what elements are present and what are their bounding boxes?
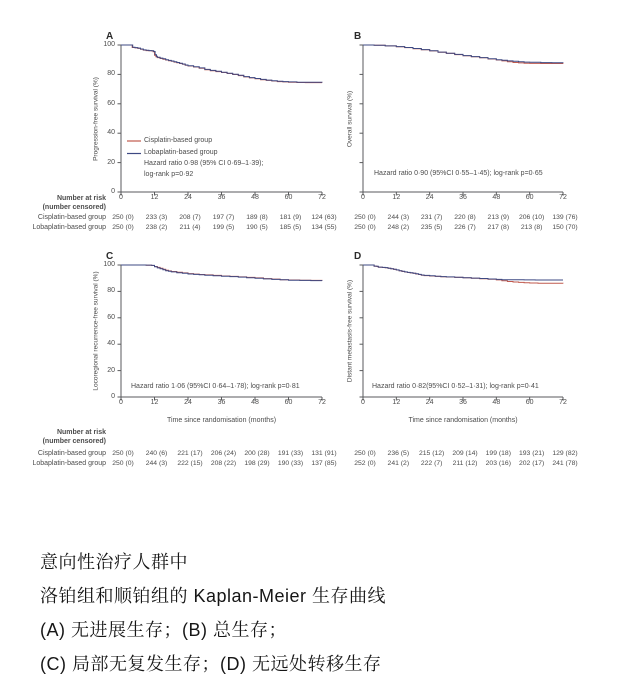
x-tick-label: 72: [559, 194, 567, 201]
y-tick-label: 60: [107, 313, 115, 321]
risk-value: 190 (33): [277, 459, 304, 467]
x-tick-label: 12: [150, 399, 159, 406]
risk-group-label: Cisplatin-based group: [37, 449, 106, 457]
risk-value: 185 (5): [279, 223, 302, 231]
x-tick-label: 72: [318, 399, 326, 406]
km-curve-D-lobaplatin: [363, 265, 563, 280]
risk-value: 206 (10): [518, 213, 545, 221]
x-tick-label: 36: [217, 194, 226, 201]
risk-value: 181 (9): [279, 213, 302, 221]
risk-value: 222 (15): [177, 459, 203, 467]
risk-value: 211 (4): [179, 223, 201, 231]
y-axis-label-B: Overall survival (%): [346, 90, 354, 147]
risk-value: 191 (33): [277, 449, 304, 457]
x-tick-label: 60: [284, 194, 293, 201]
risk-value: 139 (76): [552, 213, 578, 221]
x-tick-label: 0: [119, 399, 123, 406]
y-tick-label: 60: [107, 99, 115, 107]
risk-value: 198 (29): [244, 459, 270, 467]
risk-value: 213 (9): [487, 213, 510, 221]
km-curve-A-lobaplatin: [121, 45, 322, 83]
risk-value: 240 (6): [145, 449, 168, 457]
risk-table-subheader: (number censored): [42, 438, 106, 445]
risk-value: 206 (24): [210, 449, 237, 457]
axis-D: [363, 265, 563, 397]
hazard-ratio-annotation-D: Hazard ratio 0·82(95%CI 0·52–1·31); log-rank p=0·41: [372, 382, 539, 390]
risk-table-subheader: (number censored): [42, 204, 106, 211]
x-tick-label: 24: [184, 399, 192, 406]
risk-value: 221 (17): [177, 449, 203, 457]
x-tick-label: 12: [392, 399, 401, 406]
x-tick-label: 48: [492, 399, 501, 406]
panel-label-A: A: [106, 31, 114, 42]
caption-line-4: (C) 局部无复发生存；(D) 无远处转移生存: [40, 654, 382, 674]
x-tick-label: 12: [150, 194, 159, 201]
y-tick-label: 0: [111, 393, 115, 400]
risk-value: 134 (55): [311, 223, 337, 231]
risk-value: 238 (2): [145, 223, 168, 231]
legend-label-lobaplatin: Lobaplatin-based group: [144, 149, 218, 156]
km-curve-C-lobaplatin: [121, 265, 322, 281]
risk-value: 213 (8): [520, 223, 543, 231]
risk-value: 226 (7): [454, 223, 476, 231]
x-tick-label: 0: [361, 399, 365, 406]
risk-value: 222 (7): [420, 459, 443, 467]
y-axis-label-A: Progression-free survival (%): [92, 76, 100, 161]
risk-table-header: Number at risk: [56, 195, 106, 202]
risk-value: 137 (85): [311, 459, 337, 467]
x-axis-label-D: Time since randomisation (months): [408, 417, 518, 424]
x-tick-label: 48: [251, 194, 259, 201]
risk-value: 248 (2): [387, 223, 410, 231]
y-tick-label: 100: [103, 41, 115, 48]
y-tick-label: 100: [103, 261, 115, 268]
km-curve-D-cisplatin: [363, 265, 563, 284]
risk-value: 250 (0): [112, 459, 134, 467]
y-tick-label: 80: [107, 287, 115, 295]
x-tick-label: 48: [251, 399, 259, 406]
risk-value: 244 (3): [387, 213, 410, 221]
x-tick-label: 72: [559, 399, 567, 406]
hazard-ratio-annotation-A: Hazard ratio 0·98 (95% CI 0·69–1·39);: [144, 159, 264, 167]
x-tick-label: 0: [119, 194, 123, 201]
hazard-ratio-annotation-C: Hazard ratio 1·06 (95%CI 0·64–1·78); log-rank p=0·81: [131, 382, 300, 390]
risk-value: 208 (7): [179, 213, 201, 221]
panel-label-B: B: [354, 31, 362, 42]
y-axis-label-D: Distant metastasis-free survival (%): [346, 279, 354, 383]
risk-value: 150 (70): [552, 223, 578, 231]
hazard-ratio-annotation-B: Hazard ratio 0·90 (95%CI 0·55–1·45); log-rank p=0·65: [374, 169, 543, 177]
y-tick-label: 40: [107, 129, 115, 137]
risk-value: 202 (17): [518, 459, 545, 467]
x-axis-label-C: Time since randomisation (months): [166, 417, 277, 424]
y-tick-label: 20: [107, 158, 115, 166]
risk-value: 199 (18): [485, 449, 511, 457]
risk-value: 200 (28): [244, 449, 270, 457]
caption-line-1: 意向性治疗人群中: [40, 552, 188, 572]
risk-value: 131 (91): [311, 449, 337, 457]
risk-value: 252 (0): [354, 459, 376, 467]
x-tick-label: 36: [217, 399, 226, 406]
risk-value: 250 (0): [354, 223, 376, 231]
risk-value: 197 (7): [212, 213, 235, 221]
risk-group-label: Cisplatin-based group: [37, 213, 106, 221]
km-curve-B-lobaplatin: [363, 45, 563, 63]
hazard-ratio-annotation-A: log-rank p=0·92: [144, 171, 194, 178]
caption-line-3: (A) 无进展生存；(B) 总生存；: [40, 620, 287, 640]
risk-value: 250 (0): [354, 213, 376, 221]
risk-table-header: Number at risk: [56, 429, 106, 436]
x-tick-label: 36: [459, 194, 467, 201]
x-tick-label: 24: [184, 194, 192, 201]
risk-value: 235 (5): [420, 223, 443, 231]
x-tick-label: 0: [361, 194, 365, 201]
risk-value: 124 (63): [311, 213, 337, 221]
risk-value: 231 (7): [420, 213, 443, 221]
km-curve-C-cisplatin: [121, 265, 322, 281]
y-axis-label-C: Locoregional recurrence-free survival (%): [92, 271, 100, 391]
risk-value: 220 (8): [454, 213, 476, 221]
risk-group-label: Lobaplatin-based group: [32, 459, 106, 467]
risk-value: 203 (16): [485, 459, 511, 467]
y-tick-label: 40: [107, 340, 115, 348]
panel-label-C: C: [106, 251, 114, 262]
axis-A: [121, 45, 322, 192]
risk-value: 241 (78): [552, 459, 578, 467]
risk-value: 193 (21): [518, 449, 545, 457]
figure-caption: [40, 545, 386, 681]
risk-value: 250 (0): [112, 223, 134, 231]
risk-value: 209 (14): [452, 449, 478, 457]
y-tick-label: 20: [107, 366, 115, 374]
risk-value: 250 (0): [112, 449, 134, 457]
risk-group-label: Lobaplatin-based group: [32, 223, 106, 231]
y-tick-label: 0: [111, 188, 115, 195]
risk-value: 211 (12): [452, 459, 478, 467]
panel-label-D: D: [354, 251, 362, 262]
x-tick-label: 72: [318, 194, 326, 201]
risk-value: 250 (0): [354, 449, 376, 457]
risk-value: 189 (8): [246, 213, 268, 221]
risk-value: 215 (12): [418, 449, 445, 457]
x-tick-label: 60: [284, 399, 293, 406]
risk-value: 233 (3): [145, 213, 168, 221]
x-tick-label: 48: [492, 194, 501, 201]
risk-value: 250 (0): [112, 213, 134, 221]
risk-value: 190 (5): [246, 223, 268, 231]
x-tick-label: 36: [459, 399, 467, 406]
risk-value: 208 (22): [210, 459, 237, 467]
risk-value: 217 (8): [487, 223, 510, 231]
risk-value: 241 (2): [387, 459, 410, 467]
risk-value: 199 (5): [212, 223, 235, 231]
risk-value: 236 (5): [387, 449, 410, 457]
x-tick-label: 60: [525, 399, 534, 406]
x-tick-label: 24: [425, 399, 434, 406]
x-tick-label: 12: [392, 194, 401, 201]
risk-value: 129 (82): [552, 449, 578, 457]
risk-value: 244 (3): [145, 459, 168, 467]
axis-C: [121, 265, 322, 397]
x-tick-label: 60: [525, 194, 534, 201]
caption-line-2: 洛铂组和顺铂组的 Kaplan-Meier 生存曲线: [40, 586, 387, 606]
y-tick-label: 80: [107, 70, 115, 78]
legend-label-cisplatin: Cisplatin-based group: [144, 136, 213, 144]
x-tick-label: 24: [425, 194, 434, 201]
